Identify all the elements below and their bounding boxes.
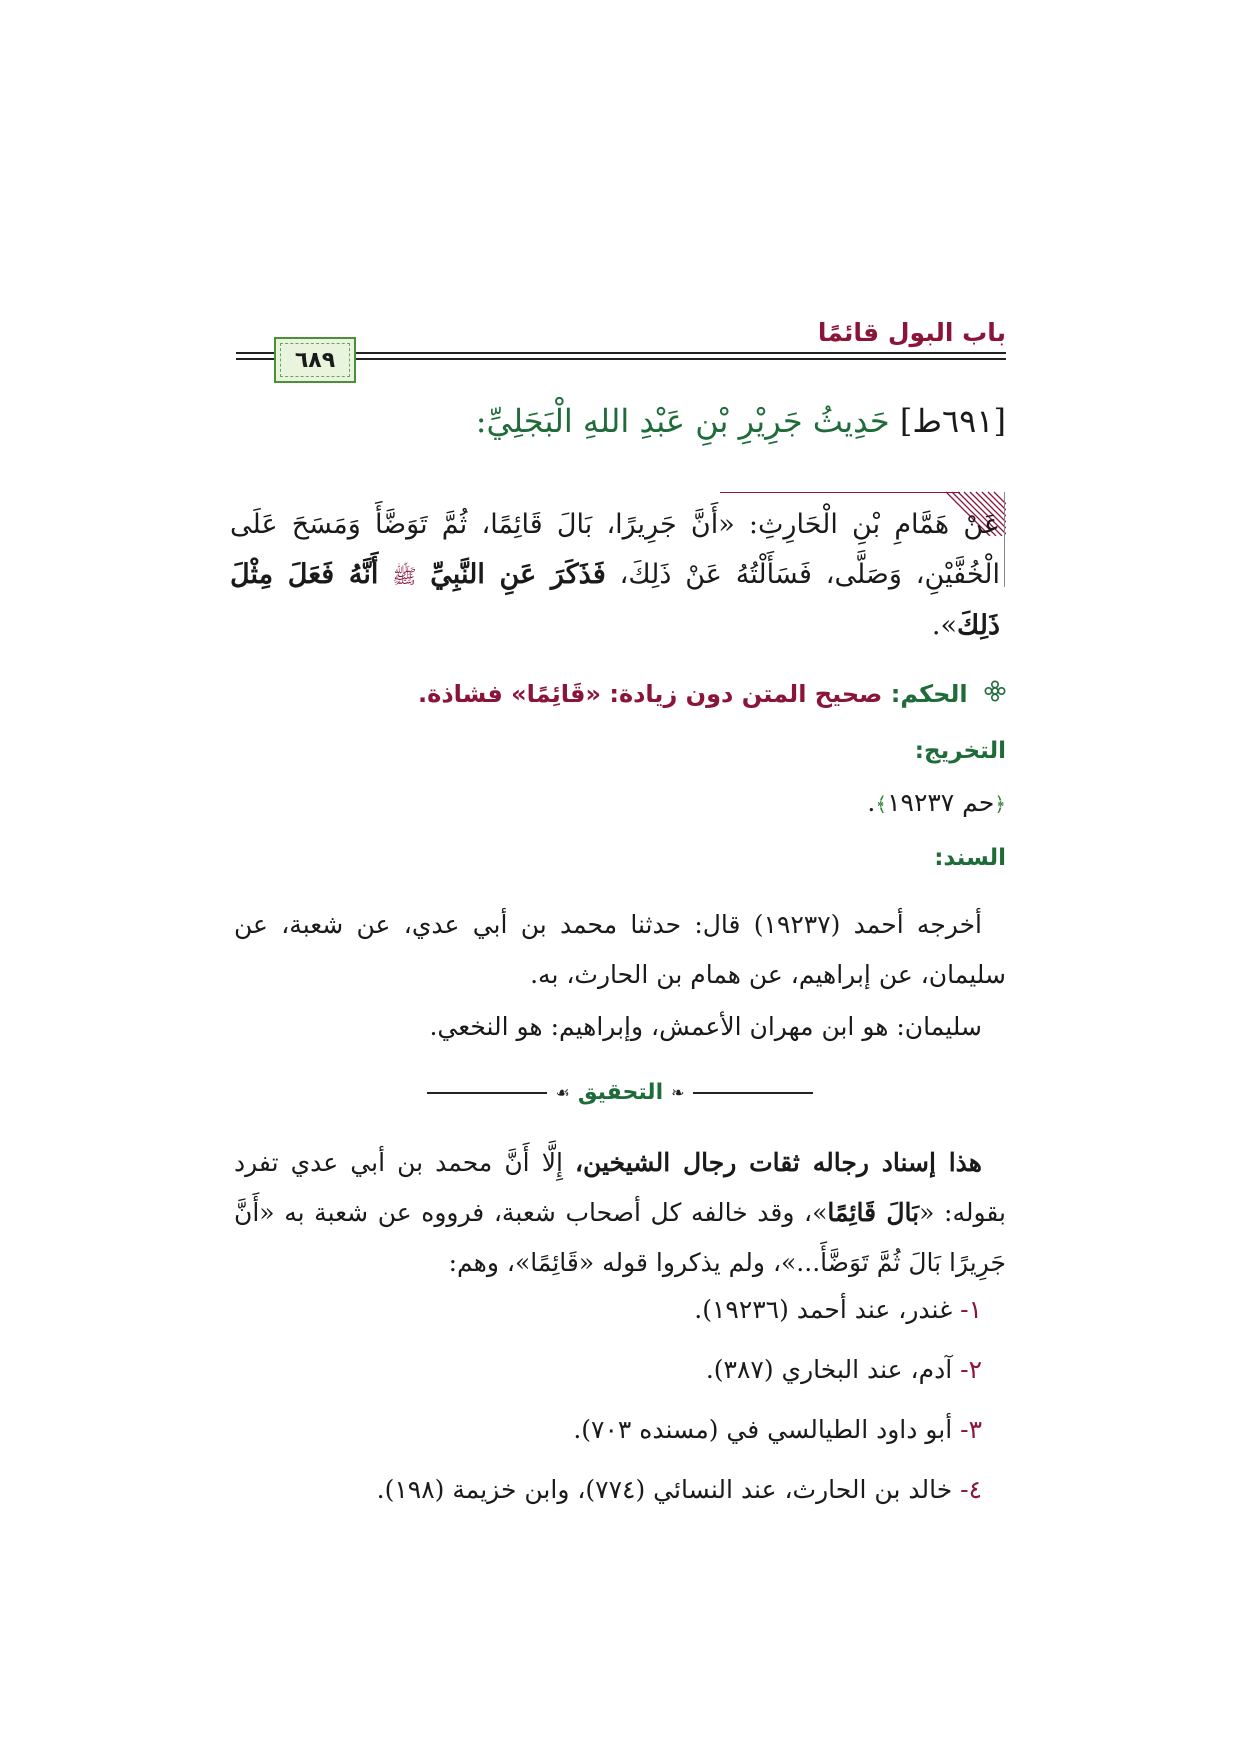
sanad-text: أخرجه أحمد (١٩٢٣٧) قال: حدثنا محمد بن أبي عدي، عن شعبة، عن سليمان، عن إبراهيم، عن همام بن الحارث، به. bbox=[234, 910, 1006, 989]
flower-icon bbox=[984, 680, 1006, 702]
hadith-text-end: ». bbox=[931, 610, 957, 641]
bracket-open-icon: ﴿ bbox=[994, 792, 1006, 816]
list-item bbox=[573, 1415, 982, 1444]
hadith-heading bbox=[476, 402, 1006, 440]
page-number-box bbox=[274, 337, 356, 383]
tahqiq-text bbox=[234, 1138, 1006, 1288]
sanad-label: السند: bbox=[934, 845, 1006, 871]
tahqiq-divider bbox=[234, 1080, 1006, 1105]
hadith-text-bold1: فَذَكَرَ عَنِ النَّبِيِّ bbox=[430, 559, 606, 590]
hadith-number: [٦٩١ط] bbox=[899, 402, 1006, 440]
header-rule-bottom-left bbox=[236, 358, 274, 360]
ornament-icon: ☙ bbox=[555, 1083, 570, 1102]
list-item-text: أبو داود الطيالسي في (مسنده ٧٠٣). bbox=[573, 1415, 953, 1444]
takhrij-label: التخريج: bbox=[914, 738, 1006, 764]
takhrij-ref-end: . bbox=[867, 788, 876, 817]
takhrij-reference bbox=[867, 788, 1006, 817]
list-item-number: ٢- bbox=[960, 1355, 982, 1384]
ruling-text: صحيح المتن دون زيادة: «قَائِمًا» فشاذة. bbox=[418, 680, 883, 708]
hadith-side-bar bbox=[1004, 492, 1005, 587]
list-item bbox=[377, 1475, 982, 1504]
ruling bbox=[418, 680, 1006, 708]
list-item-text: غندر، عند أحمد (١٩٢٣٦). bbox=[694, 1295, 953, 1324]
takhrij-ref-text: حم ١٩٢٣٧ bbox=[887, 788, 995, 817]
header-rule-top-left bbox=[236, 352, 274, 354]
heading-underline bbox=[720, 492, 960, 493]
hadith-title: حَدِيثُ جَرِيْرِ بْنِ عَبْدِ اللهِ الْبَجَلِيِّ: bbox=[475, 402, 890, 440]
ruling-label: الحكم: bbox=[890, 680, 968, 708]
hadith-text bbox=[230, 500, 1000, 651]
list-item bbox=[706, 1355, 982, 1384]
divider-line-right bbox=[693, 1092, 813, 1094]
list-item bbox=[694, 1295, 982, 1324]
chapter-title: باب البول قائمًا bbox=[817, 318, 1006, 347]
tahqiq-text-b: »، وقد خالفه كل أصحاب شعبة، فرووه عن شعبة به «أَنَّ جَرِيرًا بَالَ ثُمَّ تَوَضَّأَ...»، ولم يذكروا قوله «قَائِمًا»، وهم: bbox=[234, 1198, 1006, 1277]
list-item-text: آدم، عند البخاري (٣٨٧). bbox=[705, 1355, 953, 1384]
list-item-number: ٤- bbox=[960, 1475, 982, 1504]
salawat-icon: ﷺ bbox=[392, 564, 417, 588]
header-rule-bottom-right bbox=[356, 358, 1006, 360]
sanad-note: سليمان: هو ابن مهران الأعمش، وإبراهيم: هو النخعي. bbox=[429, 1012, 982, 1041]
list-item-number: ٣- bbox=[960, 1415, 982, 1444]
header-rule-top-right bbox=[356, 352, 1006, 354]
bracket-close-icon: ﴾ bbox=[875, 792, 888, 816]
tahqiq-label: التحقيق bbox=[577, 1080, 664, 1105]
page-number: ٦٨٩ bbox=[294, 347, 336, 373]
hadith-text-part1: عَنْ هَمَّامِ بْنِ الْحَارِثِ: «أَنَّ جَرِيرًا، بَالَ قَائِمًا، ثُمَّ تَوَضَّأَ وَمَسَحَ عَلَى الْخُفَّيْنِ، وَصَلَّى، فَسَأَلْتُهُ عَنْ ذَلِكَ، bbox=[230, 509, 1000, 590]
list-item-text: خالد بن الحارث، عند النسائي (٧٧٤)، وابن خزيمة (١٩٨). bbox=[376, 1475, 953, 1504]
ornament-icon: ❧ bbox=[671, 1083, 685, 1102]
tahqiq-bold-intro: هذا إسناد رجاله ثقات رجال الشيخين، bbox=[574, 1148, 982, 1177]
hadith-text-bold2: أَنَّهُ فَعَلَ مِثْلَ ذَلِكَ bbox=[230, 559, 1000, 641]
divider-line-left bbox=[427, 1092, 547, 1094]
list-item-number: ١- bbox=[960, 1295, 982, 1324]
tahqiq-bold-quote: بَالَ قَائِمًا bbox=[827, 1198, 920, 1227]
tahqiq-text-a: إِلَّا أَنَّ محمد بن أبي عدي تفرد بقوله: « bbox=[234, 1148, 1006, 1227]
